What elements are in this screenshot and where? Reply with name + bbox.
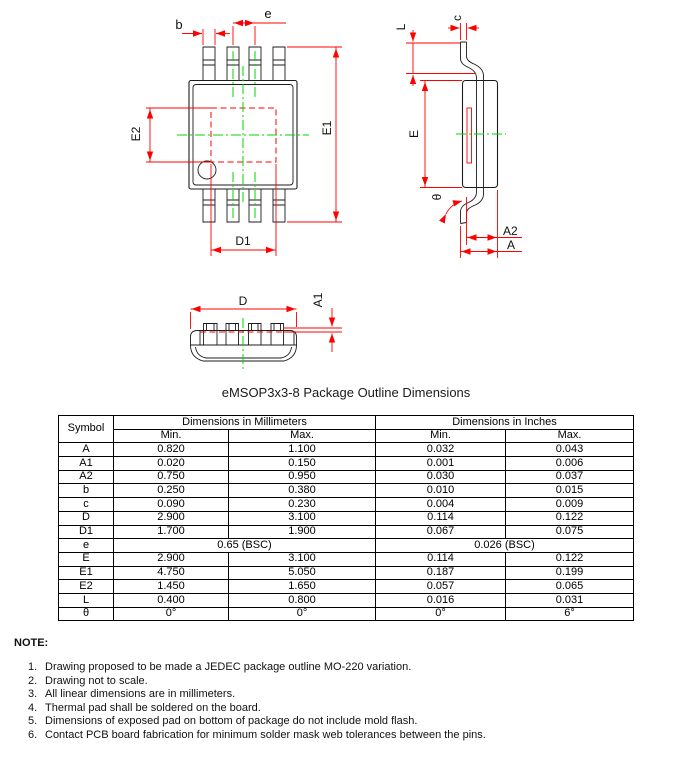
table-cell: 1.450 xyxy=(114,580,229,594)
table-cell: A xyxy=(59,443,114,457)
table-cell: 1.650 xyxy=(229,580,376,594)
table-cell: 0.010 xyxy=(376,484,506,498)
table-cell: E2 xyxy=(59,580,114,594)
front-view-drawing xyxy=(191,292,343,371)
dim-label-D1: D1 xyxy=(235,234,251,248)
notes-heading: NOTE: xyxy=(14,637,49,649)
dim-label-A2: A2 xyxy=(503,224,518,238)
table-cell: 0.037 xyxy=(506,470,634,484)
note-item xyxy=(14,661,678,675)
table-cell: 0.067 xyxy=(376,525,506,539)
table-row xyxy=(59,607,634,621)
note-item xyxy=(14,715,678,729)
table-cell: 0.026 (BSC) xyxy=(376,539,634,553)
note-number: 3. xyxy=(28,688,38,701)
package-outline-drawings xyxy=(0,0,692,378)
table-cell: 0.122 xyxy=(506,552,634,566)
table-cell: 0.250 xyxy=(114,484,229,498)
notes-section xyxy=(14,637,678,743)
table-cell: 0.122 xyxy=(506,511,634,525)
dim-E xyxy=(407,81,462,188)
note-number: 1. xyxy=(28,661,38,673)
table-row xyxy=(59,552,634,566)
table-cell: 0° xyxy=(114,607,229,621)
note-text: Drawing not to scale. xyxy=(45,674,148,687)
table-cell: 0.020 xyxy=(114,457,229,471)
side-view-drawing xyxy=(394,15,522,258)
note-text: Dimensions of exposed pad on bottom of package do not include mold flash. xyxy=(45,715,418,728)
note-text: All linear dimensions are in millimeters. xyxy=(45,688,236,701)
dim-e xyxy=(233,6,286,45)
dimensions-table xyxy=(58,415,634,621)
table-cell: E xyxy=(59,552,114,566)
col-header-inch: Dimensions in Inches xyxy=(376,416,634,430)
table-cell: 0.230 xyxy=(229,498,376,512)
table-header-row xyxy=(59,416,634,430)
bottom-pins xyxy=(203,189,285,222)
note-number: 5. xyxy=(28,715,38,728)
table-cell: 3.100 xyxy=(229,552,376,566)
table-cell: 0.031 xyxy=(506,593,634,607)
dim-label-b: b xyxy=(175,17,183,32)
table-cell: 6° xyxy=(506,607,634,621)
table-row xyxy=(59,511,634,525)
dim-A1 xyxy=(283,292,342,352)
table-cell: 0.800 xyxy=(229,593,376,607)
thermal-pad-edge xyxy=(467,108,472,163)
table-cell: L xyxy=(59,593,114,607)
note-item xyxy=(14,729,678,743)
centerlines-top-view xyxy=(177,51,309,219)
table-cell: 0.090 xyxy=(114,498,229,512)
table-cell: 0.187 xyxy=(376,566,506,580)
table-cell: 0.380 xyxy=(229,484,376,498)
table-cell: 0.057 xyxy=(376,580,506,594)
table-cell: 0° xyxy=(376,607,506,621)
table-cell: 2.900 xyxy=(114,552,229,566)
table-row xyxy=(59,498,634,512)
side-lead-outline xyxy=(461,42,484,224)
table-cell: 0.075 xyxy=(506,525,634,539)
table-cell: 3.100 xyxy=(229,511,376,525)
dim-L xyxy=(394,23,476,86)
table-cell: 0.004 xyxy=(376,498,506,512)
dim-label-c: c xyxy=(450,15,464,21)
col-header-mm-min: Min. xyxy=(114,429,229,443)
table-row xyxy=(59,580,634,594)
table-cell: 0° xyxy=(229,607,376,621)
table-cell: E1 xyxy=(59,566,114,580)
note-item xyxy=(14,702,678,716)
note-item xyxy=(14,675,678,689)
table-cell: e xyxy=(59,539,114,553)
dim-c xyxy=(448,15,479,40)
note-text: Thermal pad shall be soldered on the board. xyxy=(45,701,261,714)
dim-label-theta: θ xyxy=(430,193,444,201)
col-header-in-min: Min. xyxy=(376,429,506,443)
table-cell: 0.820 xyxy=(114,443,229,457)
table-cell: 0.001 xyxy=(376,457,506,471)
dim-label-D: D xyxy=(238,294,248,308)
table-cell: 4.750 xyxy=(114,566,229,580)
pin1-indicator-circle xyxy=(198,161,216,179)
table-cell: 0.199 xyxy=(506,566,634,580)
table-cell: 0.114 xyxy=(376,511,506,525)
col-header-symbol: Symbol xyxy=(59,416,114,443)
table-cell: 0.006 xyxy=(506,457,634,471)
col-header-mm-max: Max. xyxy=(229,429,376,443)
table-row xyxy=(59,457,634,471)
table-row xyxy=(59,484,634,498)
table-row xyxy=(59,443,634,457)
dim-label-e: e xyxy=(264,6,272,21)
table-cell: 0.950 xyxy=(229,470,376,484)
table-row xyxy=(59,593,634,607)
table-row-e-bsc xyxy=(59,539,634,553)
table-cell: 1.900 xyxy=(229,525,376,539)
note-text: Contact PCB board fabrication for minimum solder mask web tolerances between the pins. xyxy=(45,728,486,741)
dim-label-E1: E1 xyxy=(320,120,334,136)
table-cell: 0.114 xyxy=(376,552,506,566)
dim-label-L: L xyxy=(394,23,408,31)
dim-label-A: A xyxy=(507,238,516,252)
top-pins xyxy=(203,47,285,81)
table-cell: 0.65 (BSC) xyxy=(114,539,376,553)
table-cell: 0.750 xyxy=(114,470,229,484)
dim-b xyxy=(175,17,230,45)
table-cell: 0.030 xyxy=(376,470,506,484)
table-cell: D1 xyxy=(59,525,114,539)
dim-label-E: E xyxy=(407,129,421,139)
table-cell: 0.032 xyxy=(376,443,506,457)
table-row xyxy=(59,525,634,539)
table-cell: 0.150 xyxy=(229,457,376,471)
note-number: 6. xyxy=(28,728,38,741)
table-cell: 0.016 xyxy=(376,593,506,607)
table-cell: A2 xyxy=(59,470,114,484)
table-subheader-row xyxy=(59,429,634,443)
dim-label-A1: A1 xyxy=(311,292,325,308)
page-title: eMSOP3x3-8 Package Outline Dimensions xyxy=(221,385,471,400)
table-cell: A1 xyxy=(59,457,114,471)
note-item xyxy=(14,688,678,702)
note-number: 2. xyxy=(28,674,38,687)
table-cell: 0.065 xyxy=(506,580,634,594)
table-cell: D xyxy=(59,511,114,525)
table-cell: 0.015 xyxy=(506,484,634,498)
col-header-in-max: Max. xyxy=(506,429,634,443)
table-row xyxy=(59,566,634,580)
table-cell: 0.043 xyxy=(506,443,634,457)
table-cell: 0.400 xyxy=(114,593,229,607)
table-cell: 1.100 xyxy=(229,443,376,457)
dim-E1 xyxy=(287,47,342,222)
table-cell: b xyxy=(59,484,114,498)
table-cell: 1.700 xyxy=(114,525,229,539)
table-row xyxy=(59,470,634,484)
table-cell: c xyxy=(59,498,114,512)
table-cell: θ xyxy=(59,607,114,621)
dim-theta xyxy=(430,193,462,214)
top-view-drawing xyxy=(129,6,342,256)
col-header-mm: Dimensions in Millimeters xyxy=(114,416,376,430)
table-cell: 0.009 xyxy=(506,498,634,512)
table-cell: 2.900 xyxy=(114,511,229,525)
table-cell: 5.050 xyxy=(229,566,376,580)
dim-label-E2: E2 xyxy=(129,126,143,142)
note-text: Drawing proposed to be made a JEDEC package outline MO-220 variation. xyxy=(45,661,412,673)
note-number: 4. xyxy=(28,701,38,714)
